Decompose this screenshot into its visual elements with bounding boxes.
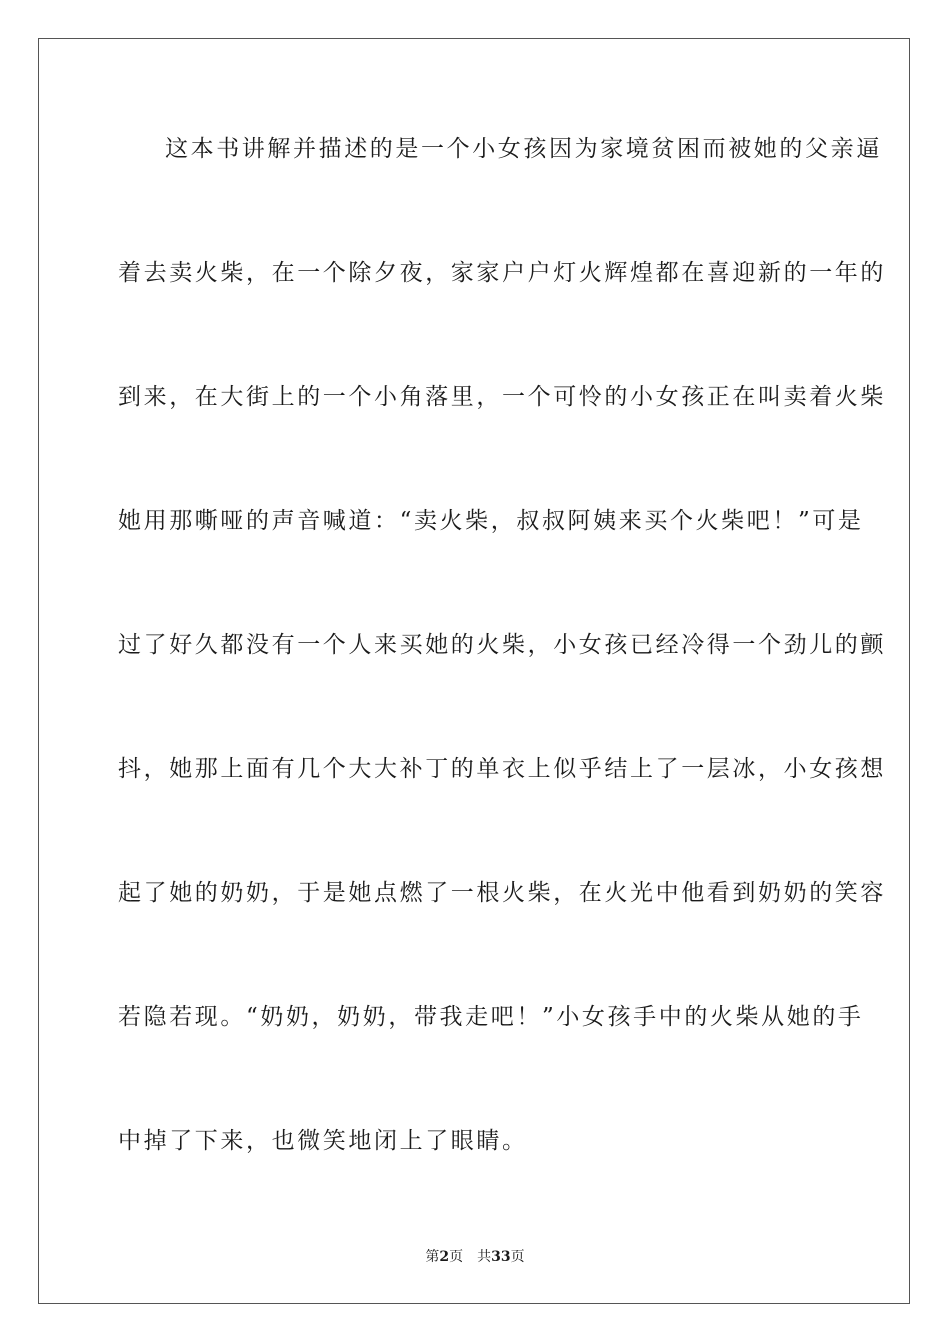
text-line-6: 抖，她那上面有几个大大补丁的单衣上似乎结上了一层冰，小女孩想 bbox=[118, 756, 886, 782]
text-line-2: 着去卖火柴，在一个除夕夜，家家户户灯火辉煌都在喜迎新的一年的 bbox=[118, 260, 886, 286]
document-body bbox=[118, 128, 886, 1163]
text-line-9: 中掉了下来，也微笑地闭上了眼睛。 bbox=[118, 1128, 528, 1154]
page-number: 2 bbox=[439, 1249, 450, 1265]
text-line-5: 过了好久都没有一个人来买她的火柴，小女孩已经冷得一个劲儿的颤 bbox=[118, 632, 886, 658]
text-line-8: 若隐若现。“奶奶，奶奶，带我走吧！”小女孩手中的火柴从她的手 bbox=[118, 1004, 864, 1030]
text-line-1: 这本书讲解并描述的是一个小女孩因为家境贫困而被她的父亲逼 bbox=[165, 136, 882, 162]
page-suffix: 页 bbox=[449, 1249, 464, 1265]
text-line-4: 她用那嘶哑的声音喊道：“卖火柴，叔叔阿姨来买个火柴吧！”可是 bbox=[118, 508, 864, 534]
text-line-3: 到来，在大街上的一个小角落里，一个可怜的小女孩正在叫卖着火柴 bbox=[118, 384, 886, 410]
text-line-7: 起了她的奶奶，于是她点燃了一根火柴，在火光中他看到奶奶的笑容 bbox=[118, 880, 886, 906]
page-prefix: 第 bbox=[425, 1249, 440, 1265]
total-prefix: 共 bbox=[477, 1249, 492, 1265]
page-footer bbox=[0, 1246, 950, 1266]
total-pages: 33 bbox=[491, 1249, 511, 1265]
total-suffix: 页 bbox=[510, 1249, 525, 1265]
